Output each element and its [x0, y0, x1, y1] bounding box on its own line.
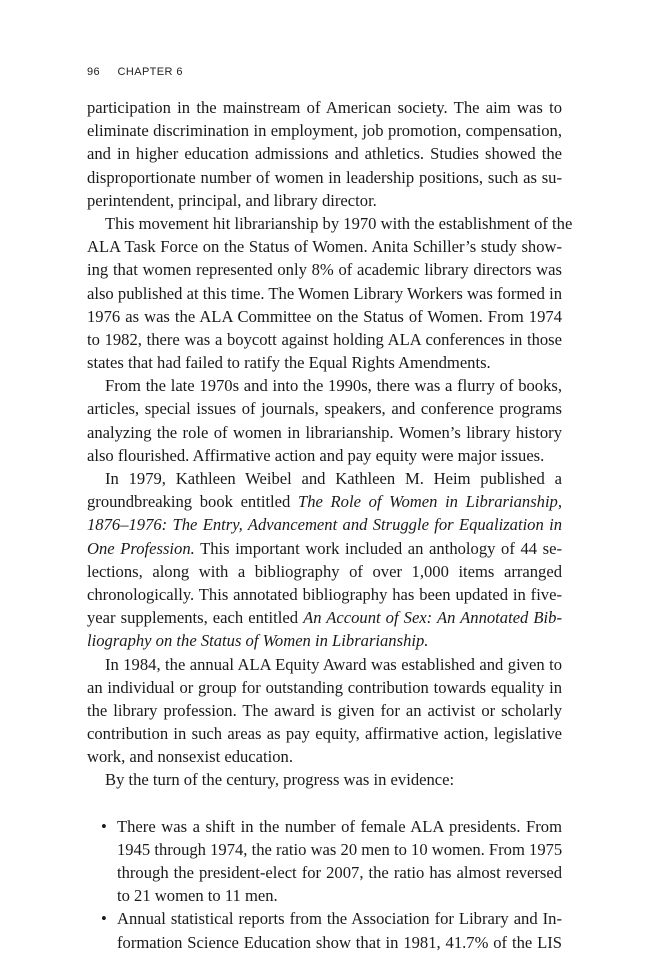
text-line: By the turn of the century, progress was in evidence: [105, 770, 455, 790]
text-line [87, 629, 562, 652]
body-text [87, 96, 573, 954]
text-line: and in higher education admissions and athletics. Studies showed the [87, 144, 562, 164]
list-item-line [87, 884, 562, 907]
text-line [87, 583, 562, 606]
running-head [87, 66, 183, 78]
text-line: analyzing the role of women in librarianship. Women’s library history [87, 422, 562, 442]
paragraph [87, 467, 562, 653]
text-run: This important work included an anthology of 44 se- [194, 538, 563, 558]
text-line: articles, special issues of journals, speakers, and conference programs [87, 399, 562, 419]
paragraph [87, 212, 573, 374]
text-line: In 1984, the annual ALA Equity Award was established and given to [105, 654, 562, 674]
text-line: to 1982, there was a boycott against holding ALA conferences in those [87, 329, 562, 349]
text-line [87, 490, 562, 513]
text-line: From the late 1970s and into the 1990s, there was a flurry of books, [105, 376, 562, 396]
list-item-text: formation Science Education show that in 1981, 41.7% of the LIS [117, 932, 562, 952]
list-item-text: through the president-elect for 2007, the ratio has almost reversed [117, 863, 562, 882]
bullet-list [87, 815, 562, 954]
italic-title-text: 1876–1976: The Entry, Advancement and Struggle for Equalization in [87, 515, 562, 535]
list-item-line [87, 838, 562, 861]
list-item-line [87, 907, 562, 930]
text-line: contribution in such areas as pay equity, affirmative action, legislative [87, 724, 562, 744]
text-line: This movement hit librarianship by 1970 with the establishment of the [105, 213, 573, 233]
text-line [87, 467, 562, 490]
list-spacer [87, 792, 562, 815]
page-number: 96 [87, 66, 101, 78]
text-line: work, and nonsexist education. [87, 747, 293, 767]
list-item-line [87, 815, 562, 838]
text-run: year supplements, each entitled [87, 608, 304, 628]
paragraph [87, 374, 562, 467]
italic-title-text: liography on the Status of Women in Librarianship. [87, 631, 429, 651]
text-line [87, 513, 562, 536]
list-item-text: 1945 through 1974, the ratio was 20 men to 10 women. From 1975 [117, 839, 563, 859]
italic-title-text: An Account of Sex: An Annotated Bib- [303, 608, 562, 628]
text-line: also published at this time. The Women Library Workers was formed in [87, 283, 562, 303]
text-line [87, 606, 562, 629]
text-line [87, 560, 562, 583]
paragraph [87, 96, 562, 212]
text-line: perintendent, principal, and library director. [87, 190, 377, 210]
list-item-text: There was a shift in the number of female ALA presidents. From [117, 816, 562, 836]
list-item [87, 907, 562, 953]
list-item-text: Annual statistical reports from the Association for Library and In- [117, 909, 562, 929]
text-line: also flourished. Affirmative action and pay equity were major issues. [87, 445, 545, 465]
text-line: eliminate discrimination in employment, job promotion, compensation, [87, 121, 562, 141]
text-line: 1976 as was the ALA Committee on the Status of Women. From 1974 [87, 306, 562, 326]
text-line: an individual or group for outstanding contribution towards equality in [87, 677, 562, 697]
text-line [87, 537, 562, 560]
text-run: groundbreaking book entitled [87, 492, 298, 512]
italic-title-text: One Profession. [87, 538, 195, 558]
paragraph [87, 653, 562, 769]
text-line: the library profession. The award is given for an activist or scholarly [87, 700, 562, 720]
text-line: disproportionate number of women in leadership positions, such as su- [87, 167, 562, 187]
text-line: ing that women represented only 8% of academic library directors was [87, 260, 562, 280]
paragraph [87, 768, 562, 791]
bullet-icon: • [101, 909, 107, 929]
list-item-text: to 21 women to 11 men. [117, 886, 278, 906]
list-item-line [87, 931, 562, 954]
text-run: In 1979, Kathleen Weibel and Kathleen M. Heim published a [105, 469, 562, 488]
bullet-icon: • [101, 816, 107, 836]
list-item [87, 815, 562, 908]
italic-title-text: The Role of Women in Librarianship, [298, 492, 562, 512]
text-line: ALA Task Force on the Status of Women. Anita Schiller’s study show- [87, 237, 562, 257]
text-run: lections, along with a bibliography of over 1,000 items arranged [87, 561, 562, 581]
text-line: states that had failed to ratify the Equal Rights Amendments. [87, 353, 491, 373]
list-item-line [87, 861, 562, 884]
text-line: participation in the mainstream of American society. The aim was to [87, 98, 562, 117]
text-run: chronologically. This annotated bibliography has been updated in five- [87, 584, 562, 604]
chapter-label: CHAPTER 6 [117, 66, 183, 78]
